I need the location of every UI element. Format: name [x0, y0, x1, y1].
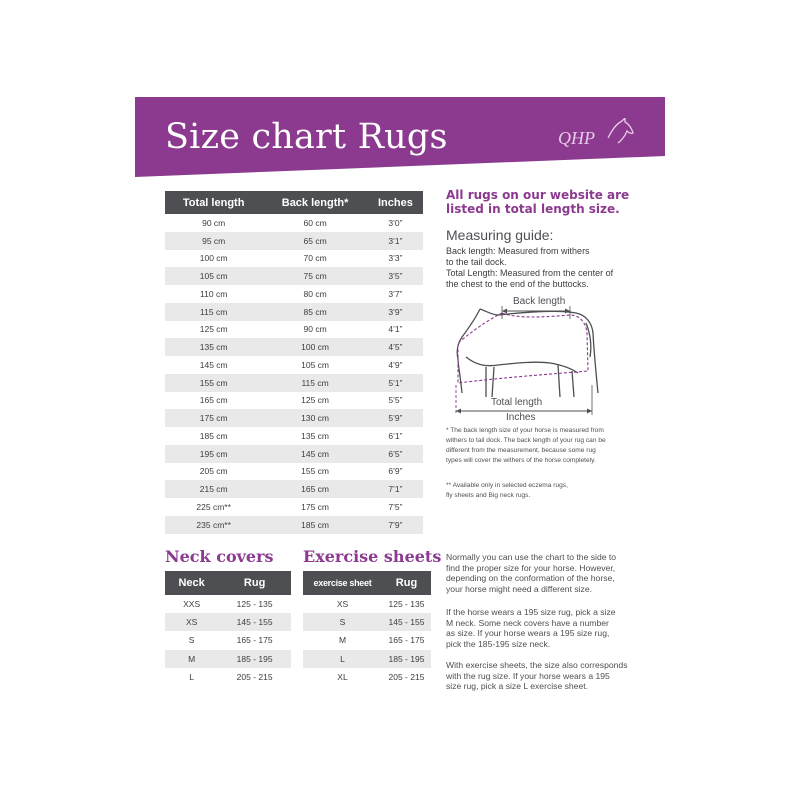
neck-covers-heading: Neck covers — [165, 547, 274, 566]
table-cell: 7’9” — [368, 516, 423, 534]
table-cell: 195 cm — [165, 445, 262, 463]
footnote-line: fly sheets and Big neck rugs. — [446, 492, 531, 499]
footnote-line: types will cover the withers of the horse completely. — [446, 457, 596, 464]
paragraph-line: depending on the conformation of the horse, — [446, 573, 615, 583]
table-cell: 235 cm** — [165, 516, 262, 534]
paragraph-neck — [446, 607, 642, 649]
measuring-guide-heading: Measuring guide: — [446, 227, 554, 243]
exercise-sheets-table — [303, 571, 431, 686]
footnote-line: * The back length size of your horse is measured from — [446, 427, 604, 434]
guide-line: Back length: Measured from withers — [446, 246, 590, 256]
table-row — [165, 463, 423, 481]
table-row — [165, 480, 423, 498]
table-row — [303, 595, 431, 613]
table-row — [165, 650, 291, 668]
table-row — [165, 338, 423, 356]
table-cell: 6’5” — [368, 445, 423, 463]
table-row — [165, 445, 423, 463]
table-cell: 185 cm — [262, 516, 367, 534]
table-cell: 145 cm — [165, 356, 262, 374]
table-cell: 6’1” — [368, 427, 423, 445]
table-cell: 105 cm — [262, 356, 367, 374]
table-cell: 125 cm — [165, 321, 262, 339]
table-cell: 205 - 215 — [382, 668, 431, 686]
table-cell: 85 cm — [262, 303, 367, 321]
table-cell: 7’1” — [368, 480, 423, 498]
table-cell: 135 cm — [165, 338, 262, 356]
table-cell: 75 cm — [262, 267, 367, 285]
table-row — [303, 668, 431, 686]
table-cell: 65 cm — [262, 232, 367, 250]
table-cell: 4’1” — [368, 321, 423, 339]
table-row — [165, 613, 291, 631]
table-row — [165, 409, 423, 427]
paragraph-line: Normally you can use the chart to the side to — [446, 552, 617, 562]
table-cell: 115 cm — [165, 303, 262, 321]
table-cell: 3’3” — [368, 250, 423, 268]
paragraph-line: With exercise sheets, the size also corresponds — [446, 660, 628, 670]
table-row — [303, 613, 431, 631]
table-cell: 155 cm — [262, 463, 367, 481]
paragraph-line: your horse might need a different size. — [446, 583, 593, 594]
paragraph-exercise — [446, 660, 642, 692]
table-row — [165, 267, 423, 285]
table-cell: 80 cm — [262, 285, 367, 303]
notice-line: listed in total length size. — [446, 202, 620, 216]
table-cell: XS — [303, 595, 382, 613]
table-cell: 165 - 175 — [382, 631, 431, 649]
guide-line: the chest to the end of the buttocks. — [446, 279, 589, 289]
table-cell: 3’0” — [368, 214, 423, 232]
table-cell: 5’5” — [368, 392, 423, 410]
table-cell: 185 - 195 — [382, 650, 431, 668]
table-row — [165, 516, 423, 534]
inches-label: Inches — [506, 412, 536, 423]
table-row — [165, 427, 423, 445]
exercise-sheets-heading: Exercise sheets — [303, 547, 442, 566]
table-cell: M — [165, 650, 218, 668]
table-row — [165, 668, 291, 686]
paragraph-line: M neck. Some neck covers have a number — [446, 617, 609, 628]
column-header: exercise sheet — [303, 571, 382, 595]
table-cell: 110 cm — [165, 285, 262, 303]
table-cell: S — [165, 631, 218, 649]
table-row — [165, 356, 423, 374]
table-cell: 70 cm — [262, 250, 367, 268]
table-cell: 105 cm — [165, 267, 262, 285]
table-cell: 115 cm — [262, 374, 367, 392]
table-row — [303, 631, 431, 649]
table-cell: M — [303, 631, 382, 649]
footnote-line: ** Available only in selected eczema rugs, — [446, 482, 568, 489]
table-cell: L — [303, 650, 382, 668]
table-cell: 90 cm — [262, 321, 367, 339]
table-row — [165, 321, 423, 339]
table-cell: 130 cm — [262, 409, 367, 427]
back-length-label: Back length — [513, 296, 566, 307]
measuring-diagram — [446, 293, 646, 425]
table-cell: 5’1” — [368, 374, 423, 392]
column-header: Back length* — [262, 191, 367, 214]
table-cell: 3’1” — [368, 232, 423, 250]
table-cell: 145 - 155 — [382, 613, 431, 631]
size-notice — [446, 188, 646, 216]
table-cell: 7’5” — [368, 498, 423, 516]
table-cell: 165 cm — [262, 480, 367, 498]
paragraph-general — [446, 552, 642, 594]
table-cell: 95 cm — [165, 232, 262, 250]
table-row — [165, 498, 423, 516]
footnote-line: withers to tail dock. The back length of your rug can be — [446, 437, 606, 444]
paragraph-line: size rug, pick a size L exercise sheet. — [446, 681, 589, 691]
table-cell: XXS — [165, 595, 218, 613]
table-row — [165, 250, 423, 268]
table-row — [165, 285, 423, 303]
column-header: Neck — [165, 571, 218, 595]
column-header: Rug — [382, 571, 431, 595]
table-cell: 3’5” — [368, 267, 423, 285]
table-cell: 3’9” — [368, 303, 423, 321]
table-cell: 4’9” — [368, 356, 423, 374]
paragraph-line: with the rug size. If your horse wears a 195 — [446, 670, 610, 681]
table-row — [165, 232, 423, 250]
table-cell: 4’5” — [368, 338, 423, 356]
table-cell: 215 cm — [165, 480, 262, 498]
table-cell: 145 - 155 — [218, 613, 291, 631]
column-header: Inches — [368, 191, 423, 214]
table-cell: 165 - 175 — [218, 631, 291, 649]
footnote-availability — [446, 481, 642, 501]
table-cell: 125 cm — [262, 392, 367, 410]
table-cell: XL — [303, 668, 382, 686]
horse-head-icon — [606, 118, 636, 146]
guide-line: Total Length: Measured from the center of — [446, 268, 614, 278]
neck-covers-table — [165, 571, 291, 686]
guide-line: to the tail dock. — [446, 257, 507, 267]
table-cell: 185 - 195 — [218, 650, 291, 668]
table-cell: 185 cm — [165, 427, 262, 445]
table-cell: 125 - 135 — [218, 595, 291, 613]
table-cell: 175 cm — [165, 409, 262, 427]
notice-line: All rugs on our website are — [446, 188, 630, 202]
paragraph-line: If the horse wears a 195 size rug, pick a size — [446, 607, 616, 617]
paragraph-line: pick the 185-195 size neck. — [446, 638, 551, 649]
table-cell: 155 cm — [165, 374, 262, 392]
brand-logo: QHP — [558, 128, 595, 148]
table-row — [165, 374, 423, 392]
table-cell: 205 cm — [165, 463, 262, 481]
footnote-line: different from the measurement, because some rug — [446, 447, 596, 454]
page-title: Size chart Rugs — [165, 117, 448, 157]
total-length-label: Total length — [491, 397, 543, 408]
table-cell: 90 cm — [165, 214, 262, 232]
table-row — [165, 595, 291, 613]
table-cell: 5’9” — [368, 409, 423, 427]
table-row — [165, 303, 423, 321]
table-cell: 6’9” — [368, 463, 423, 481]
rugs-size-table — [165, 191, 423, 534]
paragraph-line: find the proper size for your horse. However, — [446, 562, 616, 573]
paragraph-line: as size. If your horse wears a 195 size rug, — [446, 628, 610, 638]
measuring-guide-text — [446, 246, 646, 290]
column-header: Rug — [218, 571, 291, 595]
table-cell: S — [303, 613, 382, 631]
table-cell: 175 cm — [262, 498, 367, 516]
table-cell: 3’7” — [368, 285, 423, 303]
table-cell: 165 cm — [165, 392, 262, 410]
table-row — [165, 631, 291, 649]
horse-outline — [446, 293, 646, 425]
table-cell: 100 cm — [262, 338, 367, 356]
table-cell: 225 cm** — [165, 498, 262, 516]
table-cell: 135 cm — [262, 427, 367, 445]
table-row — [165, 392, 423, 410]
table-cell: 100 cm — [165, 250, 262, 268]
table-cell: 205 - 215 — [218, 668, 291, 686]
table-cell: L — [165, 668, 218, 686]
table-cell: 125 - 135 — [382, 595, 431, 613]
table-cell: 60 cm — [262, 214, 367, 232]
table-cell: 145 cm — [262, 445, 367, 463]
column-header: Total length — [165, 191, 262, 214]
footnote-back-length — [446, 426, 642, 466]
table-cell: XS — [165, 613, 218, 631]
table-row — [165, 214, 423, 232]
table-row — [303, 650, 431, 668]
